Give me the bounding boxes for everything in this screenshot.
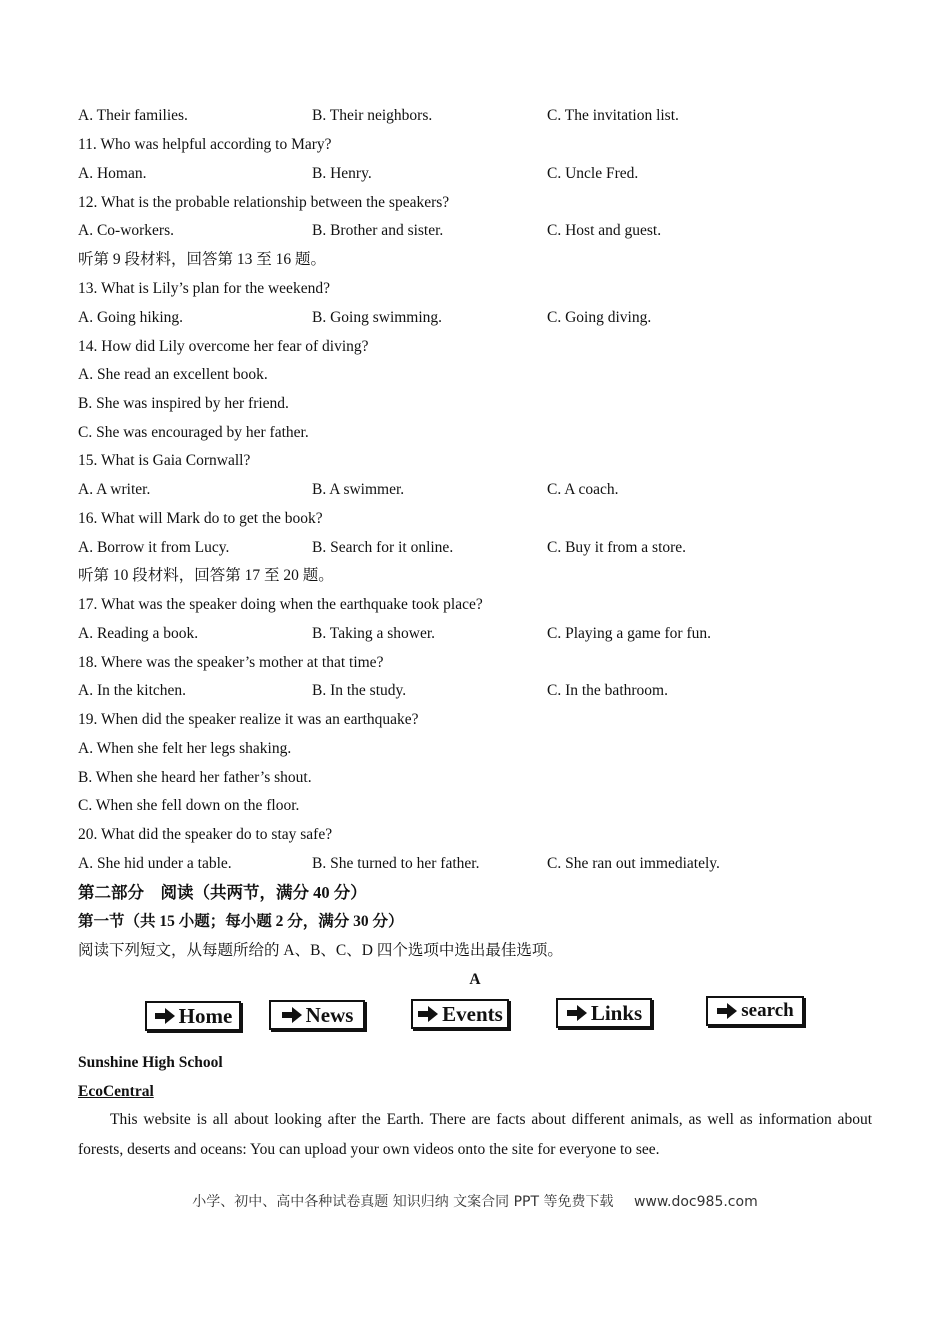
section-9-instruction: 听第 9 段材料，回答第 13 至 16 题。 [78, 251, 327, 268]
q10-option-c: C. The invitation list. [547, 107, 679, 124]
q20-option-b: B. She turned to her father. [312, 855, 480, 872]
news-nav-label: News [305, 1002, 354, 1027]
question-11: 11. Who was helpful according to Mary? [78, 136, 332, 153]
q12-option-a: A. Co-workers. [78, 222, 174, 239]
question-20: 20. What did the speaker do to stay safe? [78, 826, 333, 843]
arrow-right-icon [417, 1005, 439, 1023]
question-13: 13. What is Lily’s plan for the weekend? [78, 280, 330, 297]
q11-option-a: A. Homan. [78, 165, 147, 182]
arrow-right-icon [716, 1002, 738, 1020]
passage-paragraph [78, 1105, 872, 1165]
page-footer [0, 1191, 950, 1211]
news-nav-button[interactable] [269, 1000, 365, 1030]
q16-option-c: C. Buy it from a store. [547, 539, 687, 556]
q14-option-a: A. She read an excellent book. [78, 366, 268, 383]
website-nav-bar [145, 995, 810, 1031]
arrow-right-icon [566, 1004, 588, 1022]
section-10-instruction: 听第 10 段材料，回答第 17 至 20 题。 [78, 567, 334, 584]
q17-option-c: C. Playing a game for fun. [547, 625, 712, 642]
footer-url[interactable]: www.doc985.com [633, 1194, 758, 1210]
part-2-heading: 第二部分 阅读（共两节，满分 40 分） [78, 883, 367, 902]
site-name: EcoCentral [78, 1083, 154, 1100]
question-19: 19. When did the speaker realize it was an earthquake? [78, 711, 419, 728]
q14-option-c: C. She was encouraged by her father. [78, 424, 309, 441]
q17-option-b: B. Taking a shower. [312, 625, 436, 642]
school-name: Sunshine High School [78, 1054, 223, 1071]
home-nav-label: Home [178, 1003, 233, 1028]
section-1-heading: 第一节（共 15 小题；每小题 2 分，满分 30 分） [78, 913, 404, 930]
arrow-right-icon [281, 1006, 303, 1024]
q12-option-c: C. Host and guest. [547, 222, 662, 239]
q15-option-c: C. A coach. [547, 481, 619, 498]
home-nav-button[interactable] [145, 1001, 241, 1031]
question-12: 12. What is the probable relationship between the speakers? [78, 194, 450, 211]
passage-text: This website is all about looking after the Earth. There are facts about different animals, as well as information about forests, deserts and oceans: You can upload your own videos onto the site for everyone to see. [78, 1111, 872, 1158]
q16-option-b: B. Search for it online. [312, 539, 454, 556]
q14-option-b: B. She was inspired by her friend. [78, 395, 289, 412]
q13-option-c: C. Going diving. [547, 309, 652, 326]
q16-option-a: A. Borrow it from Lucy. [78, 539, 230, 556]
q20-option-c: C. She ran out immediately. [547, 855, 720, 872]
q10-option-a: A. Their families. [78, 107, 188, 124]
question-14: 14. How did Lily overcome her fear of diving? [78, 338, 369, 355]
links-nav-label: Links [590, 1000, 643, 1025]
search-nav-button[interactable] [706, 996, 804, 1026]
events-nav-label: Events [442, 1001, 503, 1026]
question-18: 18. Where was the speaker’s mother at that time? [78, 654, 384, 671]
q15-option-b: B. A swimmer. [312, 481, 405, 498]
q20-option-a: A. She hid under a table. [78, 855, 232, 872]
reading-instruction: 阅读下列短文，从每题所给的 A、B、C、D 四个选项中选出最佳选项。 [78, 942, 563, 959]
q19-option-a: A. When she felt her legs shaking. [78, 740, 292, 757]
q11-option-b: B. Henry. [312, 165, 372, 182]
q18-option-a: A. In the kitchen. [78, 682, 187, 699]
question-16: 16. What will Mark do to get the book? [78, 510, 323, 527]
q19-option-c: C. When she fell down on the floor. [78, 797, 300, 814]
search-nav-label: search [741, 1000, 794, 1021]
q13-option-b: B. Going swimming. [312, 309, 443, 326]
q18-option-b: B. In the study. [312, 682, 407, 699]
question-17: 17. What was the speaker doing when the earthquake took place? [78, 596, 483, 613]
events-nav-button[interactable] [411, 999, 509, 1029]
footer-text: 小学、初中、高中各种试卷真题 知识归纳 文案合同 PPT 等免费下载 [192, 1194, 614, 1210]
q13-option-a: A. Going hiking. [78, 309, 184, 326]
question-15: 15. What is Gaia Cornwall? [78, 452, 251, 469]
q10-option-b: B. Their neighbors. [312, 107, 433, 124]
passage-label: A [469, 971, 481, 988]
arrow-right-icon [154, 1007, 176, 1025]
q11-option-c: C. Uncle Fred. [547, 165, 639, 182]
q19-option-b: B. When she heard her father’s shout. [78, 769, 312, 786]
q17-option-a: A. Reading a book. [78, 625, 199, 642]
links-nav-button[interactable] [556, 998, 652, 1028]
q18-option-c: C. In the bathroom. [547, 682, 668, 699]
q12-option-b: B. Brother and sister. [312, 222, 444, 239]
q15-option-a: A. A writer. [78, 481, 151, 498]
